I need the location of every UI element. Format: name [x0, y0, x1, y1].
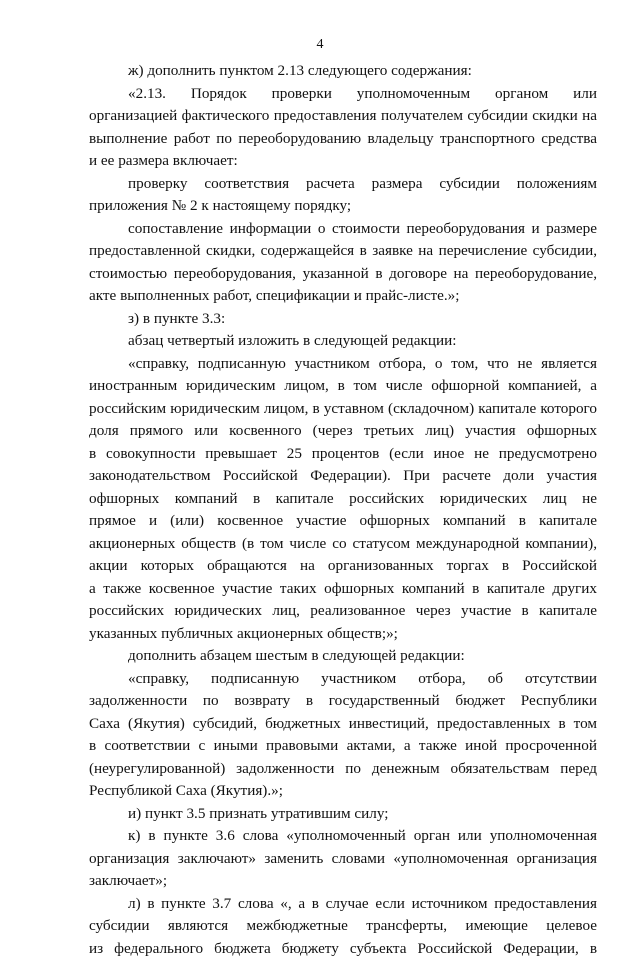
text-line: российских юридических лиц, реализованное через участие в капитале [89, 600, 597, 623]
text-line: Саха (Якутия) субсидий, бюджетных инвестиций, предоставленных в том [89, 713, 597, 736]
text-line: доля прямого или косвенного (через третьих лиц) участия офшорных [89, 420, 597, 443]
text-line: акционерных обществ (в том числе со статусом международной компании), [89, 533, 597, 556]
text-line: дополнить абзацем шестым в следующей редакции: [89, 645, 597, 668]
text-line: «справку, подписанную участником отбора, о том, что не является [89, 353, 597, 376]
text-line: субсидии являются межбюджетные трансферты, имеющие целевое [89, 915, 597, 938]
text-line: «справку, подписанную участником отбора, об отсутствии [89, 668, 597, 691]
text-line: приложения № 2 к настоящему порядку; [89, 195, 597, 218]
text-line: законодательством Российской Федерации). При расчете доли участия [89, 465, 597, 488]
text-line: и ее размера включает: [89, 150, 597, 173]
text-line: к) в пункте 3.6 слова «уполномоченный орган или уполномоченная [89, 825, 597, 848]
text-line: и) пункт 3.5 признать утратившим силу; [89, 803, 597, 826]
text-line: офшорных компаний в капитале российских юридических лиц не [89, 488, 597, 511]
text-line: в соответствии с иными правовыми актами, а также иной просроченной [89, 735, 597, 758]
text-line: а также косвенное участие таких офшорных компаний в капитале других [89, 578, 597, 601]
text-line: акте выполненных работ, спецификации и прайс-листе.»; [89, 285, 597, 308]
text-line: организация заключают» заменить словами «уполномоченная организация [89, 848, 597, 871]
text-line: стоимостью переоборудования, указанной в договоре на переоборудование, [89, 263, 597, 286]
text-line: з) в пункте 3.3: [89, 308, 597, 331]
text-line: акции которых обращаются на организованных торгах в Российской [89, 555, 597, 578]
document-body [89, 60, 597, 960]
text-line: выполнение работ по переоборудованию владельцу транспортного средства [89, 128, 597, 151]
text-line: Республикой Саха (Якутия).»; [89, 780, 597, 803]
text-line: прямое и (или) косвенное участие офшорных компаний в капитале [89, 510, 597, 533]
text-line: (неурегулированной) задолженности по денежным обязательствам перед [89, 758, 597, 781]
text-line: задолженности по возврату в государственный бюджет Республики [89, 690, 597, 713]
text-line: заключает»; [89, 870, 597, 893]
text-line: ж) дополнить пунктом 2.13 следующего содержания: [89, 60, 597, 83]
text-line: л) в пункте 3.7 слова «, а в случае если источником предоставления [89, 893, 597, 916]
text-line: сопоставление информации о стоимости переоборудования и размере [89, 218, 597, 241]
text-line: из федерального бюджета бюджету субъекта Российской Федерации, в [89, 938, 597, 960]
text-line: указанных публичных акционерных обществ;»; [89, 623, 597, 646]
text-line: абзац четвертый изложить в следующей редакции: [89, 330, 597, 353]
page-number: 4 [0, 37, 640, 53]
text-line: предоставленной скидки, содержащейся в заявке на перечисление субсидии, [89, 240, 597, 263]
text-line: российским юридическим лицом, в уставном (складочном) капитале которого [89, 398, 597, 421]
text-line: проверку соответствия расчета размера субсидии положениям [89, 173, 597, 196]
text-line: в совокупности превышает 25 процентов (если иное не предусмотрено [89, 443, 597, 466]
text-line: организацией фактического предоставления получателем субсидии скидки на [89, 105, 597, 128]
text-line: «2.13. Порядок проверки уполномоченным органом или [89, 83, 597, 106]
text-line: иностранным юридическим лицом, в том числе офшорной компанией, а [89, 375, 597, 398]
